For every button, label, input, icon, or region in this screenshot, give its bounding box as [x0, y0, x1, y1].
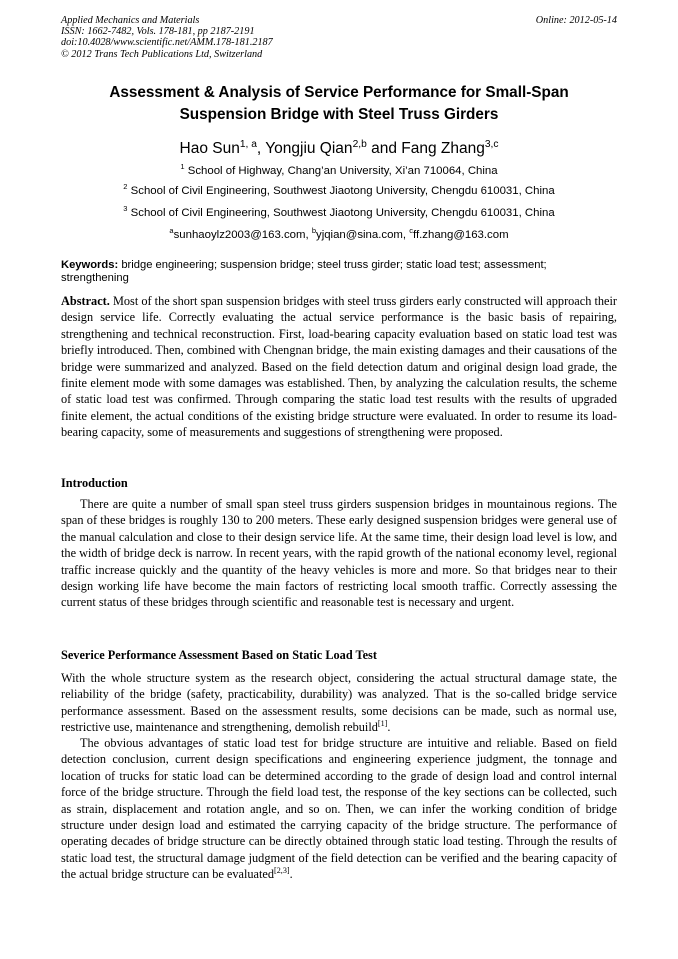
affiliation-text: School of Civil Engineering, Southwest Jiaotong University, Chengdu 610031, China	[130, 207, 555, 219]
affiliation-2	[60, 184, 618, 198]
introduction-heading: Introduction	[61, 476, 128, 490]
title-line-2: Suspension Bridge with Steel Truss Girders	[179, 106, 499, 123]
keywords	[61, 259, 617, 285]
author-1-mark: 1, a	[239, 138, 257, 150]
author-3-mark: 3,c	[484, 138, 499, 150]
email-mark: b	[311, 226, 316, 236]
author-emails	[60, 228, 618, 242]
affiliation-mark: 3	[123, 204, 128, 214]
section-paragraph-2	[61, 735, 617, 883]
keywords-label: Keywords:	[61, 259, 119, 271]
keywords-text: bridge engineering; suspension bridge; steel truss girder; static load test; assessment; strengthening	[61, 259, 547, 284]
paragraph-end: .	[387, 720, 391, 735]
doi-line: doi:10.4028/www.scientific.net/AMM.178-181.2187	[61, 37, 273, 49]
paragraph-text: With the whole structure system as the research object, considering the actual structural damage state, the reliability of the bridge (safety, practicability, durability) was analyzed. That is the so-called bridge service performance assessment. Based on the assessment results, some decisions can be made, such as normal use, restrictive use, maintenance and strengthening, demolish rebuild	[61, 671, 617, 735]
email-a: sunhaoylz2003@163.com,	[173, 229, 312, 241]
affiliation-1	[60, 164, 618, 178]
abstract-label: Abstract.	[61, 294, 110, 308]
affiliation-mark: 2	[123, 182, 128, 192]
author-2-mark: 2,b	[352, 138, 367, 150]
email-c: ff.zhang@163.com	[413, 229, 509, 241]
paper-title	[70, 82, 608, 126]
copyright-line: © 2012 Trans Tech Publications Ltd, Switzerland	[61, 48, 263, 60]
title-line-1: Assessment & Analysis of Service Performance for Small-Span	[109, 84, 569, 101]
paragraph-text: The obvious advantages of static load test for bridge structure are intuitive and reliable. Based on field detection conclusion, current design specifications and engineering experience judgment, the tonnage and location of trucks for static load can be determined according to the grade of design load and control internal force of the bridge structure. Through the field load test, the response of the key sections can be collected, such as strain, displacement and rotation angle, and so on. Then, we can infer the working condition of bridge structure under design load and estimated the carrying capacity of the bridge structure. The performance of operating decades of bridge structure can be directly obtained through static load testing. Through the results of static load test, the structural damage judgment of the field detection can be verified and the bearing capacity of the actual bridge structure can be evaluated	[61, 736, 617, 882]
email-mark: a	[169, 226, 174, 236]
journal-name: Applied Mechanics and Materials	[61, 15, 200, 26]
email-mark: c	[409, 226, 413, 236]
author-separator: ,	[256, 140, 266, 157]
affiliation-3	[60, 206, 618, 220]
author-1: Hao Sun	[179, 140, 240, 157]
abstract-text: Most of the short span suspension bridges with steel truss girders early constructed will approach their design service life. Correctly evaluating the actual service performance is the basic basis of repairing, strengthening and technical reconstruction. First, load-bearing capacity evaluation based on static load test was briefly introduced. Then, combined with Chengnan bridge, the main existing damages and their causations of the bridge were summarized and analyzed. Based on the field detection datum and original design load grade, the finite element mode with some damages was established. Then, by analyzing the calculation results, the scheme of static load test was confirmed. Through comparing the static load test results with the results of upgraded finite element, the actual conditions of the existing bridge structure were evaluated. In order to resume its load-bearing capacity, some of measurements and suggestions of strengthening were proposed.	[61, 294, 618, 440]
introduction-paragraph: There are quite a number of small span steel truss girders suspension bridges in mountainous regions. The span of these bridges is roughly 130 to 200 meters. These early designed suspension bridges were general use of the manual calculation and close to their design service life. At the same time, their design load level is low, and the width of bridge deck is narrow. In recent years, with the rapid growth of the national economy level, regional traffic increase quickly and the quantity of the heavy vehicles is more and more. So that bridges near to their design working life have become the main factors of restricting local smooth traffic. Correctly assessing the current status of these bridges through scientific and reasonable test is necessary and urgent.	[61, 497, 617, 610]
issn-line: ISSN: 1662-7482, Vols. 178-181, pp 2187-2191	[61, 26, 255, 38]
section-heading: Severice Performance Assessment Based on Static Load Test	[61, 648, 377, 662]
author-list	[60, 140, 618, 158]
citation-ref: [2,3]	[274, 866, 290, 876]
author-3: Fang Zhang	[401, 140, 485, 157]
online-date: Online: 2012-05-14	[535, 15, 617, 26]
affiliation-text: School of Highway, Chang’an University, Xi’an 710064, China	[187, 165, 498, 177]
author-2: Yongjiu Qian	[265, 140, 353, 157]
citation-ref: [1]	[377, 719, 388, 729]
email-b: yjqian@sina.com,	[316, 229, 410, 241]
section-paragraph-1	[61, 670, 617, 736]
affiliation-mark: 1	[180, 162, 185, 172]
abstract	[61, 293, 617, 441]
author-separator: and	[366, 140, 402, 157]
affiliation-text: School of Civil Engineering, Southwest Jiaotong University, Chengdu 610031, China	[130, 185, 555, 197]
paragraph-end: .	[289, 867, 293, 882]
journal-header	[61, 15, 617, 60]
